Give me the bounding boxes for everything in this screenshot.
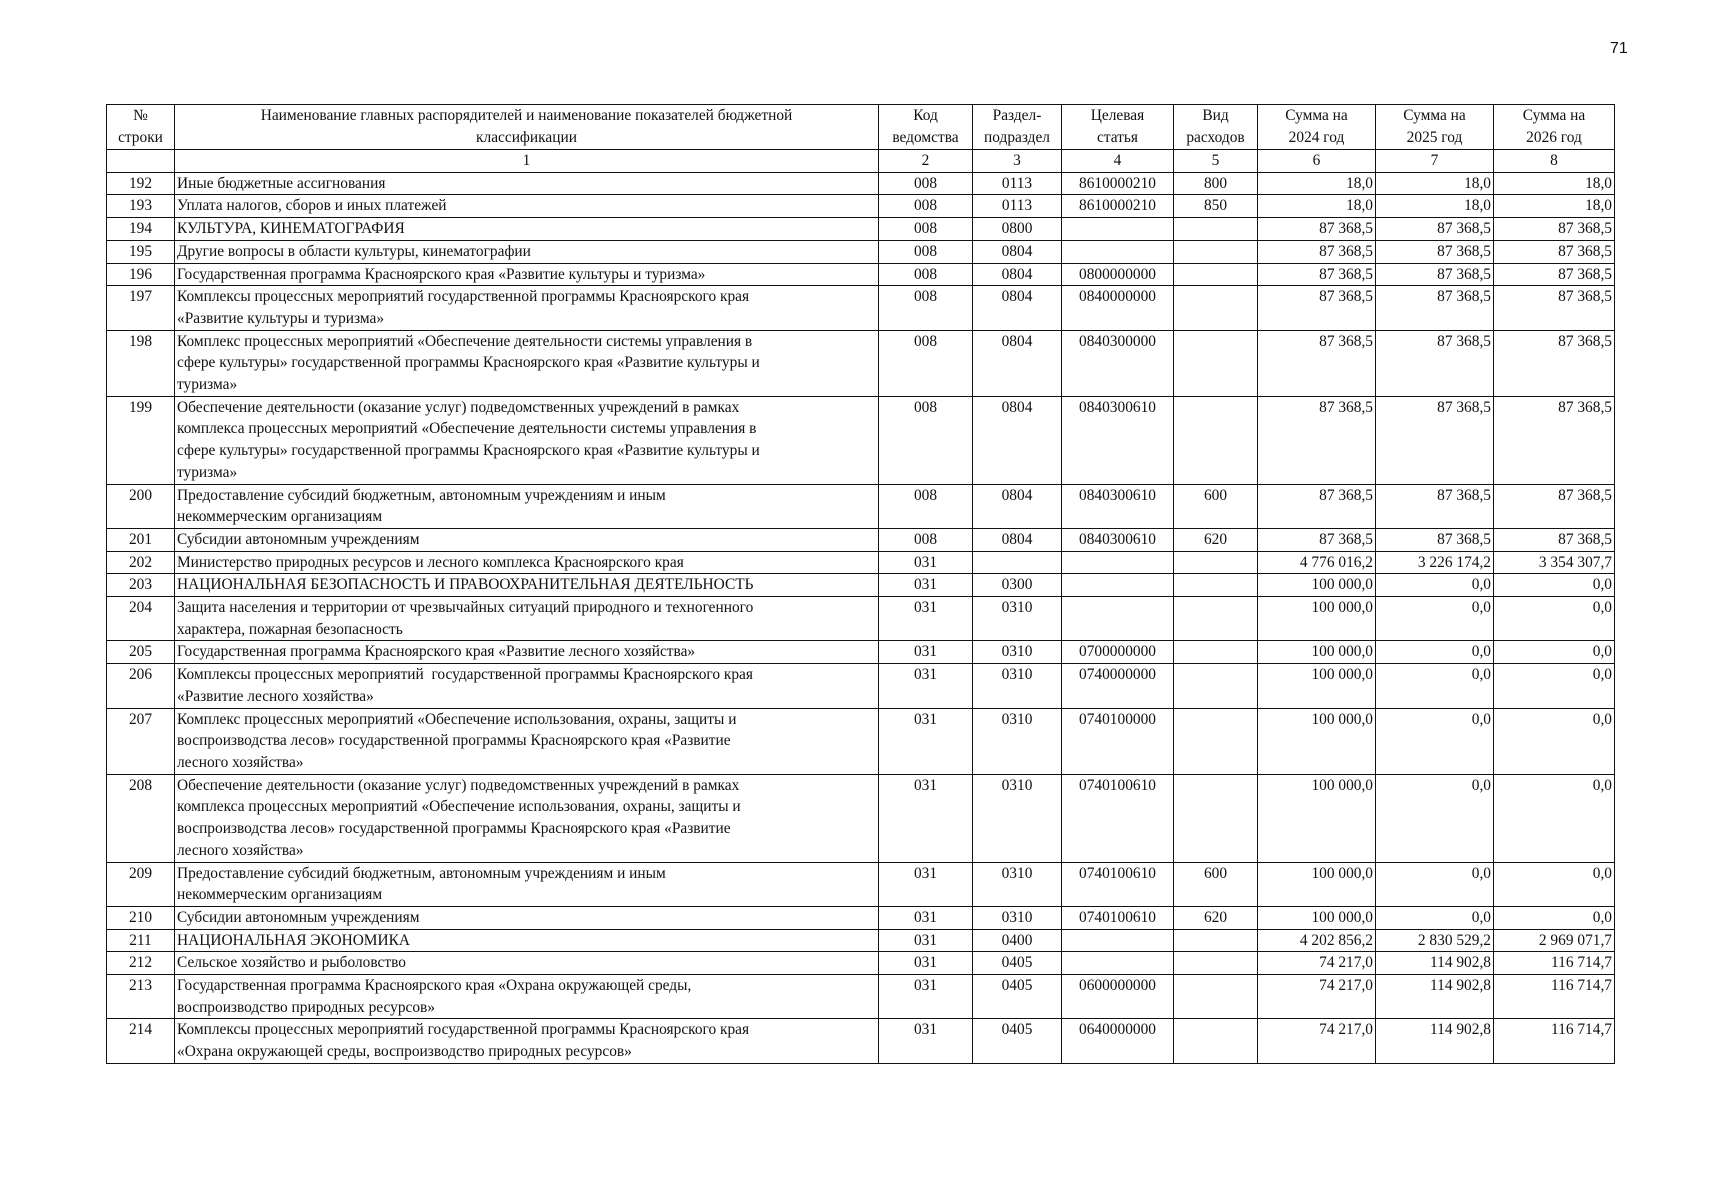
sum-2025-cell: 18,0	[1376, 195, 1494, 218]
header-target-article: Целевая статья	[1062, 105, 1174, 150]
target-article-cell: 0840000000	[1062, 286, 1174, 330]
sum-2024-cell: 87 368,5	[1258, 218, 1376, 241]
expense-type-cell	[1174, 218, 1258, 241]
table-row	[107, 330, 1615, 396]
row-number-cell: 204	[107, 597, 175, 641]
sum-2025-cell: 87 368,5	[1376, 484, 1494, 528]
target-article-cell	[1062, 597, 1174, 641]
section-cell: 0804	[973, 330, 1062, 396]
sum-2025-cell: 3 226 174,2	[1376, 551, 1494, 574]
target-article-cell: 0640000000	[1062, 1019, 1174, 1063]
sum-2024-cell: 87 368,5	[1258, 330, 1376, 396]
sum-2024-cell: 4 202 856,2	[1258, 929, 1376, 952]
sum-2024-cell: 4 776 016,2	[1258, 551, 1376, 574]
sum-2026-cell: 0,0	[1494, 574, 1615, 597]
table-row	[107, 862, 1615, 906]
sum-2025-cell: 0,0	[1376, 641, 1494, 664]
sum-2025-cell: 18,0	[1376, 172, 1494, 195]
sum-2024-cell: 87 368,5	[1258, 286, 1376, 330]
row-number-cell: 214	[107, 1019, 175, 1063]
sum-2026-cell: 87 368,5	[1494, 286, 1615, 330]
row-name-cell: Субсидии автономным учреждениям	[175, 528, 879, 551]
sum-2024-cell: 87 368,5	[1258, 528, 1376, 551]
sum-2025-cell: 87 368,5	[1376, 528, 1494, 551]
section-cell: 0300	[973, 574, 1062, 597]
sum-2026-cell: 87 368,5	[1494, 240, 1615, 263]
dept-code-cell: 008	[879, 195, 973, 218]
row-number-cell: 203	[107, 574, 175, 597]
column-number: 5	[1174, 150, 1258, 173]
row-name-cell: Государственная программа Красноярского края «Охрана окружающей среды, воспроизводство природных ресурсов»	[175, 975, 879, 1019]
row-number-cell: 202	[107, 551, 175, 574]
row-name-cell: Другие вопросы в области культуры, кинематографии	[175, 240, 879, 263]
section-cell: 0310	[973, 862, 1062, 906]
expense-type-cell	[1174, 597, 1258, 641]
target-article-cell: 0740100610	[1062, 906, 1174, 929]
sum-2026-cell: 3 354 307,7	[1494, 551, 1615, 574]
dept-code-cell: 008	[879, 286, 973, 330]
table-row	[107, 240, 1615, 263]
sum-2026-cell: 116 714,7	[1494, 952, 1615, 975]
sum-2024-cell: 100 000,0	[1258, 708, 1376, 774]
table-row	[107, 396, 1615, 484]
dept-code-cell: 031	[879, 952, 973, 975]
sum-2025-cell: 0,0	[1376, 574, 1494, 597]
column-number: 6	[1258, 150, 1376, 173]
row-number-cell: 197	[107, 286, 175, 330]
sum-2024-cell: 87 368,5	[1258, 240, 1376, 263]
table-row	[107, 952, 1615, 975]
dept-code-cell: 031	[879, 597, 973, 641]
sum-2024-cell: 100 000,0	[1258, 664, 1376, 708]
row-number-cell: 209	[107, 862, 175, 906]
expense-type-cell	[1174, 396, 1258, 484]
table-row	[107, 286, 1615, 330]
row-number-cell: 194	[107, 218, 175, 241]
sum-2024-cell: 74 217,0	[1258, 975, 1376, 1019]
row-number-cell: 198	[107, 330, 175, 396]
section-cell: 0310	[973, 906, 1062, 929]
section-cell: 0400	[973, 929, 1062, 952]
sum-2024-cell: 100 000,0	[1258, 597, 1376, 641]
expense-type-cell	[1174, 263, 1258, 286]
sum-2026-cell: 87 368,5	[1494, 396, 1615, 484]
sum-2025-cell: 87 368,5	[1376, 330, 1494, 396]
sum-2026-cell: 0,0	[1494, 862, 1615, 906]
expense-type-cell	[1174, 929, 1258, 952]
section-cell: 0113	[973, 172, 1062, 195]
column-number-row	[107, 150, 1615, 173]
row-name-cell: НАЦИОНАЛЬНАЯ БЕЗОПАСНОСТЬ И ПРАВООХРАНИТЕЛЬНАЯ ДЕЯТЕЛЬНОСТЬ	[175, 574, 879, 597]
expense-type-cell: 600	[1174, 484, 1258, 528]
header-expense-type: Вид расходов	[1174, 105, 1258, 150]
sum-2026-cell: 87 368,5	[1494, 263, 1615, 286]
expense-type-cell	[1174, 1019, 1258, 1063]
sum-2025-cell: 0,0	[1376, 862, 1494, 906]
expense-type-cell	[1174, 551, 1258, 574]
sum-2026-cell: 87 368,5	[1494, 484, 1615, 528]
sum-2024-cell: 100 000,0	[1258, 906, 1376, 929]
dept-code-cell: 008	[879, 218, 973, 241]
sum-2024-cell: 18,0	[1258, 172, 1376, 195]
row-name-cell: Комплексы процессных мероприятий государственной программы Красноярского края «Охрана окружающей среды, воспроизводство природных ресурсов»	[175, 1019, 879, 1063]
target-article-cell: 8610000210	[1062, 195, 1174, 218]
section-cell: 0804	[973, 396, 1062, 484]
row-name-cell: Уплата налогов, сборов и иных платежей	[175, 195, 879, 218]
expense-type-cell	[1174, 708, 1258, 774]
table-row	[107, 929, 1615, 952]
section-cell: 0800	[973, 218, 1062, 241]
section-cell: 0405	[973, 1019, 1062, 1063]
target-article-cell: 0740100610	[1062, 862, 1174, 906]
row-number-cell: 213	[107, 975, 175, 1019]
dept-code-cell: 008	[879, 263, 973, 286]
target-article-cell: 0700000000	[1062, 641, 1174, 664]
dept-code-cell: 008	[879, 396, 973, 484]
dept-code-cell: 031	[879, 906, 973, 929]
sum-2024-cell: 18,0	[1258, 195, 1376, 218]
table-row	[107, 1019, 1615, 1063]
section-cell: 0310	[973, 708, 1062, 774]
target-article-cell: 0740100000	[1062, 708, 1174, 774]
header-sum-2024: Сумма на 2024 год	[1258, 105, 1376, 150]
table-body	[107, 172, 1615, 1063]
expense-type-cell: 850	[1174, 195, 1258, 218]
row-name-cell: Предоставление субсидий бюджетным, автономным учреждениям и иным некоммерческим организациям	[175, 484, 879, 528]
sum-2025-cell: 0,0	[1376, 906, 1494, 929]
row-number-cell: 212	[107, 952, 175, 975]
sum-2026-cell: 116 714,7	[1494, 1019, 1615, 1063]
header-dept-code: Код ведомства	[879, 105, 973, 150]
sum-2025-cell: 87 368,5	[1376, 286, 1494, 330]
sum-2024-cell: 74 217,0	[1258, 1019, 1376, 1063]
row-number-cell: 210	[107, 906, 175, 929]
target-article-cell: 0840300610	[1062, 484, 1174, 528]
row-number-cell: 193	[107, 195, 175, 218]
section-cell: 0804	[973, 240, 1062, 263]
sum-2025-cell: 0,0	[1376, 597, 1494, 641]
header-row-number: № строки	[107, 105, 175, 150]
target-article-cell	[1062, 551, 1174, 574]
target-article-cell: 0840300610	[1062, 396, 1174, 484]
sum-2025-cell: 2 830 529,2	[1376, 929, 1494, 952]
dept-code-cell: 008	[879, 484, 973, 528]
sum-2026-cell: 0,0	[1494, 774, 1615, 862]
row-name-cell: Предоставление субсидий бюджетным, автономным учреждениям и иным некоммерческим организациям	[175, 862, 879, 906]
sum-2026-cell: 2 969 071,7	[1494, 929, 1615, 952]
table-row	[107, 195, 1615, 218]
section-cell: 0310	[973, 664, 1062, 708]
section-cell	[973, 551, 1062, 574]
table-row	[107, 218, 1615, 241]
target-article-cell: 0840300000	[1062, 330, 1174, 396]
sum-2024-cell: 100 000,0	[1258, 774, 1376, 862]
sum-2026-cell: 18,0	[1494, 195, 1615, 218]
target-article-cell: 0800000000	[1062, 263, 1174, 286]
sum-2026-cell: 0,0	[1494, 641, 1615, 664]
expense-type-cell	[1174, 774, 1258, 862]
sum-2026-cell: 0,0	[1494, 906, 1615, 929]
column-number: 4	[1062, 150, 1174, 173]
row-name-cell: Комплекс процессных мероприятий «Обеспечение деятельности системы управления в сфере культуры» государственной программы Красноярского края «Развитие культуры и туризма»	[175, 330, 879, 396]
section-cell: 0113	[973, 195, 1062, 218]
row-name-cell: Субсидии автономным учреждениям	[175, 906, 879, 929]
expense-type-cell	[1174, 975, 1258, 1019]
sum-2024-cell: 74 217,0	[1258, 952, 1376, 975]
sum-2024-cell: 87 368,5	[1258, 263, 1376, 286]
sum-2025-cell: 87 368,5	[1376, 396, 1494, 484]
target-article-cell: 0600000000	[1062, 975, 1174, 1019]
dept-code-cell: 008	[879, 528, 973, 551]
expense-type-cell: 800	[1174, 172, 1258, 195]
sum-2026-cell: 0,0	[1494, 597, 1615, 641]
sum-2026-cell: 116 714,7	[1494, 975, 1615, 1019]
dept-code-cell: 031	[879, 975, 973, 1019]
expense-type-cell: 620	[1174, 528, 1258, 551]
row-name-cell: КУЛЬТУРА, КИНЕМАТОГРАФИЯ	[175, 218, 879, 241]
expense-type-cell	[1174, 641, 1258, 664]
row-name-cell: Комплекс процессных мероприятий «Обеспечение использования, охраны, защиты и воспроизводства лесов» государственной программы Красноярского края «Развитие лесного хозяйства»	[175, 708, 879, 774]
target-article-cell	[1062, 240, 1174, 263]
column-number: 2	[879, 150, 973, 173]
section-cell: 0804	[973, 528, 1062, 551]
row-number-cell: 199	[107, 396, 175, 484]
sum-2026-cell: 18,0	[1494, 172, 1615, 195]
table-row	[107, 528, 1615, 551]
dept-code-cell: 008	[879, 330, 973, 396]
table-row	[107, 664, 1615, 708]
section-cell: 0804	[973, 484, 1062, 528]
sum-2025-cell: 114 902,8	[1376, 975, 1494, 1019]
sum-2024-cell: 100 000,0	[1258, 641, 1376, 664]
table-row	[107, 774, 1615, 862]
sum-2025-cell: 87 368,5	[1376, 218, 1494, 241]
row-name-cell: Государственная программа Красноярского края «Развитие лесного хозяйства»	[175, 641, 879, 664]
row-name-cell: Государственная программа Красноярского края «Развитие культуры и туризма»	[175, 263, 879, 286]
target-article-cell	[1062, 952, 1174, 975]
row-number-cell: 196	[107, 263, 175, 286]
sum-2025-cell: 0,0	[1376, 664, 1494, 708]
row-name-cell: Иные бюджетные ассигнования	[175, 172, 879, 195]
page-number: 71	[1610, 40, 1628, 57]
sum-2025-cell: 87 368,5	[1376, 263, 1494, 286]
row-number-cell: 207	[107, 708, 175, 774]
column-number: 1	[175, 150, 879, 173]
expense-type-cell: 620	[1174, 906, 1258, 929]
target-article-cell: 0840300610	[1062, 528, 1174, 551]
table-row	[107, 551, 1615, 574]
row-number-cell: 211	[107, 929, 175, 952]
column-number: 8	[1494, 150, 1615, 173]
target-article-cell: 0740100610	[1062, 774, 1174, 862]
dept-code-cell: 008	[879, 240, 973, 263]
target-article-cell: 8610000210	[1062, 172, 1174, 195]
sum-2025-cell: 87 368,5	[1376, 240, 1494, 263]
table-row	[107, 597, 1615, 641]
table-row	[107, 975, 1615, 1019]
row-number-cell: 201	[107, 528, 175, 551]
row-number-cell: 195	[107, 240, 175, 263]
dept-code-cell: 031	[879, 929, 973, 952]
expense-type-cell	[1174, 952, 1258, 975]
row-number-cell: 192	[107, 172, 175, 195]
expense-type-cell: 600	[1174, 862, 1258, 906]
section-cell: 0310	[973, 641, 1062, 664]
sum-2026-cell: 0,0	[1494, 664, 1615, 708]
table-row	[107, 484, 1615, 528]
expense-type-cell	[1174, 240, 1258, 263]
section-cell: 0310	[973, 774, 1062, 862]
sum-2024-cell: 87 368,5	[1258, 484, 1376, 528]
sum-2026-cell: 0,0	[1494, 708, 1615, 774]
column-number: 7	[1376, 150, 1494, 173]
target-article-cell	[1062, 574, 1174, 597]
sum-2025-cell: 114 902,8	[1376, 952, 1494, 975]
table-row	[107, 574, 1615, 597]
table-row	[107, 708, 1615, 774]
row-name-cell: Министерство природных ресурсов и лесного комплекса Красноярского края	[175, 551, 879, 574]
header-name: Наименование главных распорядителей и наименование показателей бюджетной классификации	[175, 105, 879, 150]
dept-code-cell: 031	[879, 664, 973, 708]
dept-code-cell: 031	[879, 574, 973, 597]
section-cell: 0804	[973, 263, 1062, 286]
dept-code-cell: 031	[879, 641, 973, 664]
row-name-cell: Сельское хозяйство и рыболовство	[175, 952, 879, 975]
expense-type-cell	[1174, 664, 1258, 708]
dept-code-cell: 031	[879, 1019, 973, 1063]
expense-type-cell	[1174, 286, 1258, 330]
dept-code-cell: 031	[879, 862, 973, 906]
table-row	[107, 906, 1615, 929]
dept-code-cell: 008	[879, 172, 973, 195]
row-name-cell: НАЦИОНАЛЬНАЯ ЭКОНОМИКА	[175, 929, 879, 952]
header-sum-2026: Сумма на 2026 год	[1494, 105, 1615, 150]
row-number-cell: 208	[107, 774, 175, 862]
section-cell: 0310	[973, 597, 1062, 641]
sum-2024-cell: 87 368,5	[1258, 396, 1376, 484]
table-row	[107, 263, 1615, 286]
section-cell: 0804	[973, 286, 1062, 330]
row-name-cell: Комплексы процессных мероприятий государственной программы Красноярского края «Развитие культуры и туризма»	[175, 286, 879, 330]
dept-code-cell: 031	[879, 551, 973, 574]
row-number-cell: 205	[107, 641, 175, 664]
sum-2026-cell: 87 368,5	[1494, 218, 1615, 241]
sum-2026-cell: 87 368,5	[1494, 330, 1615, 396]
table-row	[107, 172, 1615, 195]
row-name-cell: Обеспечение деятельности (оказание услуг) подведомственных учреждений в рамках комплекса процессных мероприятий «Обеспечение деятельности системы управления в сфере культуры» государственной программы Красноярского края «Развитие культуры и туризма»	[175, 396, 879, 484]
sum-2025-cell: 0,0	[1376, 774, 1494, 862]
sum-2024-cell: 100 000,0	[1258, 574, 1376, 597]
table-row	[107, 641, 1615, 664]
header-section: Раздел- подраздел	[973, 105, 1062, 150]
row-number-cell: 206	[107, 664, 175, 708]
target-article-cell: 0740000000	[1062, 664, 1174, 708]
section-cell: 0405	[973, 952, 1062, 975]
row-name-cell: Защита населения и территории от чрезвычайных ситуаций природного и техногенного характера, пожарная безопасность	[175, 597, 879, 641]
dept-code-cell: 031	[879, 708, 973, 774]
column-number: 3	[973, 150, 1062, 173]
sum-2025-cell: 0,0	[1376, 708, 1494, 774]
sum-2026-cell: 87 368,5	[1494, 528, 1615, 551]
section-cell: 0405	[973, 975, 1062, 1019]
dept-code-cell: 031	[879, 774, 973, 862]
target-article-cell	[1062, 929, 1174, 952]
sum-2025-cell: 114 902,8	[1376, 1019, 1494, 1063]
sum-2024-cell: 100 000,0	[1258, 862, 1376, 906]
row-number-cell: 200	[107, 484, 175, 528]
expense-type-cell	[1174, 330, 1258, 396]
budget-table	[106, 104, 1615, 1064]
target-article-cell	[1062, 218, 1174, 241]
header-sum-2025: Сумма на 2025 год	[1376, 105, 1494, 150]
column-number	[107, 150, 175, 173]
row-name-cell: Комплексы процессных мероприятий государственной программы Красноярского края «Развитие лесного хозяйства»	[175, 664, 879, 708]
header-row	[107, 105, 1615, 150]
row-name-cell: Обеспечение деятельности (оказание услуг) подведомственных учреждений в рамках комплекса процессных мероприятий «Обеспечение использования, охраны, защиты и воспроизводства лесов» государственной программы Красноярского края «Развитие лесного хозяйства»	[175, 774, 879, 862]
expense-type-cell	[1174, 574, 1258, 597]
